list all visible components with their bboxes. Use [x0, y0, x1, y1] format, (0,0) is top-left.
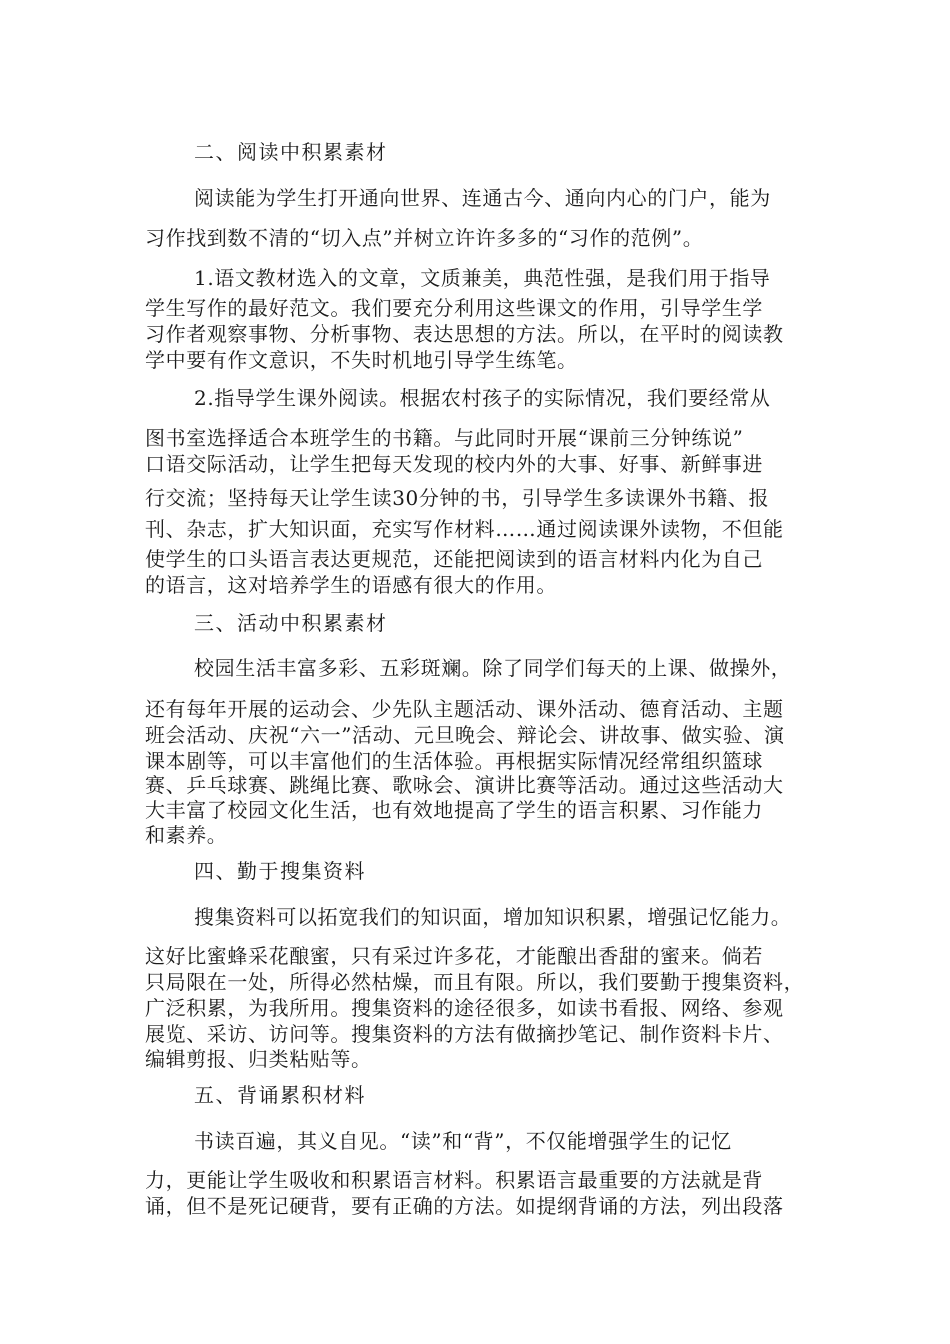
paragraph-line: 图书室选择适合本班学生的书籍。与此同时开展“课前三分钟练说” [145, 426, 744, 450]
paragraph-line: 编辑剪报、归类粘贴等。 [145, 1047, 372, 1071]
paragraph-line: 还有每年开展的运动会、少先队主题活动、课外活动、德育活动、主题 [145, 697, 784, 721]
paragraph-line: 使学生的口头语言表达更规范，还能把阅读到的语言材料内化为自己 [145, 547, 763, 571]
paragraph-line: 课本剧等，可以丰富他们的生活体验。再根据实际情况经常组织篮球 [145, 749, 763, 773]
paragraph-line: 行交流；坚持每天让学生读30分钟的书，引导学生多读课外书籍、报 [145, 486, 770, 510]
paragraph-line: 赛、乒乓球赛、跳绳比赛、歌咏会、演讲比赛等活动。通过这些活动大 [145, 773, 784, 797]
paragraph-line: 书读百遍，其义自见。“读”和“背”，不仅能增强学生的记忆 [194, 1129, 732, 1153]
section-heading: 五、背诵累积材料 [194, 1083, 366, 1107]
paragraph-line: 班会活动、庆祝“六一”活动、元旦晚会、辩论会、讲故事、做实验、演 [145, 723, 785, 747]
paragraph-line: 学中要有作文意识，不失时机地引导学生练笔。 [145, 348, 578, 372]
paragraph-line: 1.语文教材选入的文章，文质兼美，典范性强，是我们用于指导 [194, 266, 771, 290]
section-heading: 四、勤于搜集资料 [194, 859, 366, 883]
section-heading: 二、阅读中积累素材 [194, 140, 388, 164]
paragraph-line: 的语言，这对培养学生的语感有很大的作用。 [145, 573, 557, 597]
paragraph-line: 刊、杂志，扩大知识面，充实写作材料……通过阅读课外读物，不但能 [145, 517, 784, 541]
section-heading: 三、活动中积累素材 [194, 611, 388, 635]
paragraph-line: 和素养。 [145, 823, 228, 847]
paragraph-line: 展览、采访、访问等。搜集资料的方法有做摘抄笔记、制作资料卡片、 [145, 1022, 784, 1046]
paragraph-line: 2.指导学生课外阅读。根据农村孩子的实际情况，我们要经常从 [194, 386, 771, 410]
paragraph-line: 只局限在一处，所得必然枯燥，而且有限。所以，我们要勤于搜集资料， [145, 970, 805, 994]
paragraph-line: 这好比蜜蜂采花酿蜜，只有采过许多花，才能酿出香甜的蜜来。倘若 [145, 944, 763, 968]
paragraph-line: 校园生活丰富多彩、五彩斑斓。除了同学们每天的上课、做操外， [194, 656, 792, 680]
paragraph-line: 大丰富了校园文化生活，也有效地提高了学生的语言积累、习作能力 [145, 798, 763, 822]
paragraph-line: 习作找到数不清的“切入点”并树立许许多多的“习作的范例”。 [145, 226, 704, 250]
paragraph-line: 阅读能为学生打开通向世界、连通古今、通向内心的门户，能为 [194, 186, 771, 210]
paragraph-line: 习作者观察事物、分析事物、表达思想的方法。所以，在平时的阅读教 [145, 322, 784, 346]
paragraph-line: 诵，但不是死记硬背，要有正确的方法。如提纲背诵的方法，列出段落 [145, 1194, 784, 1218]
paragraph-line: 广泛积累，为我所用。搜集资料的途径很多，如读书看报、网络、参观 [145, 996, 784, 1020]
paragraph-line: 搜集资料可以拓宽我们的知识面，增加知识积累，增强记忆能力。 [194, 905, 792, 929]
paragraph-line: 学生写作的最好范文。我们要充分利用这些课文的作用，引导学生学 [145, 296, 763, 320]
paragraph-line: 力，更能让学生吸收和积累语言材料。积累语言最重要的方法就是背 [145, 1168, 763, 1192]
paragraph-line: 口语交际活动，让学生把每天发现的校内外的大事、好事、新鲜事进 [145, 452, 763, 476]
